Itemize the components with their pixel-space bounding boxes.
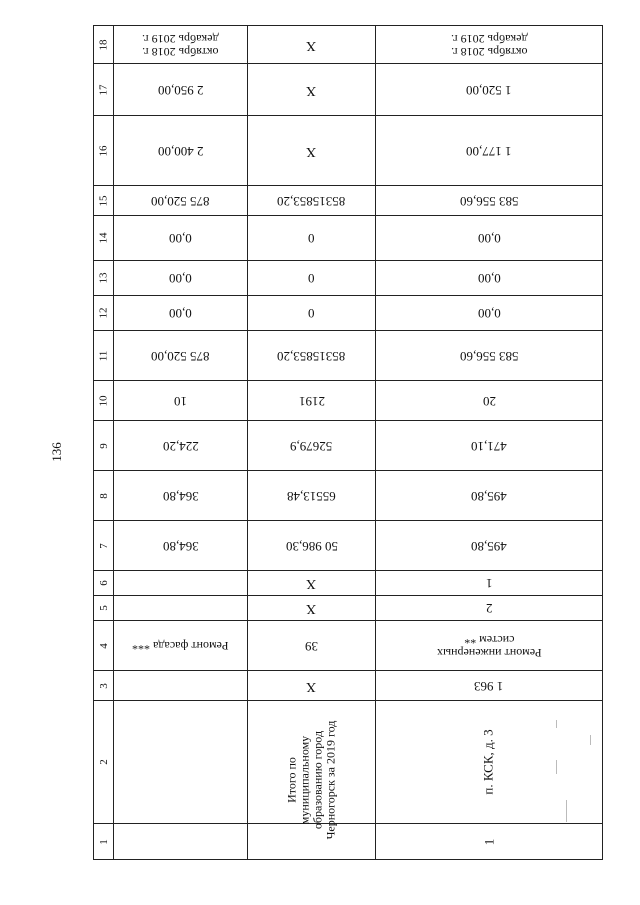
object-col13: 0,00 — [477, 271, 501, 286]
colnum-17: 17 — [97, 84, 110, 95]
total-col15: 85315853,20 — [277, 193, 346, 209]
colnum-10: 10 — [97, 395, 110, 406]
object-col9: 471,10 — [471, 438, 507, 454]
scan-artifact — [566, 800, 567, 822]
colnum-18: 18 — [97, 39, 110, 50]
colnum-15: 15 — [97, 195, 110, 206]
total-col9: 52679,9 — [290, 438, 333, 454]
total-col5: X — [306, 601, 317, 616]
total-col11: 85315853,20 — [277, 348, 346, 364]
total-label: Итого по муниципальному образованию город Черногорск за 2019 год — [284, 720, 338, 840]
facade-col13: 0,00 — [169, 271, 192, 286]
facade-col9: 224,20 — [162, 438, 199, 454]
facade-col4-work-type: Ремонт фасада *** — [132, 639, 229, 653]
colnum-5: 5 — [97, 605, 110, 611]
facade-col18-period: октябрь 2018 г. декабрь 2019 г. — [142, 31, 219, 59]
object-col3-year: 1 963 — [474, 678, 504, 694]
facade-col10: 10 — [174, 393, 187, 409]
object-col7: 495,80 — [471, 538, 507, 554]
total-col4: 39 — [305, 638, 318, 654]
colnum-8: 8 — [97, 492, 110, 499]
total-col8: 65513,48 — [287, 488, 336, 504]
object-col8: 495,80 — [471, 488, 507, 504]
total-col18: X — [306, 37, 317, 53]
facade-col14: 0,00 — [169, 231, 192, 246]
scan-artifact — [556, 720, 557, 728]
colnum-3: 3 — [97, 682, 110, 689]
colnum-2: 2 — [97, 759, 110, 765]
colnum-1: 1 — [97, 838, 110, 845]
page-number: 136 — [49, 442, 64, 462]
colnum-14: 14 — [97, 232, 110, 244]
facade-col16: 2 400,00 — [157, 143, 204, 159]
colnum-6: 6 — [97, 580, 110, 586]
object-col14: 0,00 — [477, 231, 501, 246]
total-col12: 0 — [308, 306, 315, 321]
object-col18-period: октябрь 2018 г. декабрь 2019 г. — [450, 31, 528, 59]
colnum-11: 11 — [97, 350, 110, 361]
colnum-13: 13 — [97, 272, 110, 284]
object-address: п. КСК, д. 3 — [480, 729, 496, 795]
scan-artifact — [556, 760, 557, 774]
object-col15: 583 556,60 — [459, 193, 519, 209]
colnum-9: 9 — [97, 442, 110, 449]
total-col10: 2191 — [298, 393, 325, 409]
facade-col17: 2 950,00 — [157, 82, 204, 98]
scan-artifact — [590, 735, 591, 745]
total-col14: 0 — [308, 231, 315, 246]
object-col1-number: 1 — [481, 838, 496, 845]
object-col17: 1 520,00 — [466, 82, 512, 98]
object-col16: 1 177,00 — [466, 143, 512, 159]
colnum-16: 16 — [97, 145, 110, 156]
total-col16: X — [306, 143, 317, 159]
total-col7: 50 986,30 — [285, 538, 338, 554]
facade-col15: 875 520,00 — [151, 193, 210, 209]
object-col4-work-type: Ремонт инженерных систем ** — [436, 632, 542, 660]
colnum-7: 7 — [97, 542, 110, 549]
total-col6: X — [306, 576, 317, 591]
object-col6: 1 — [485, 576, 493, 591]
object-col10: 20 — [482, 393, 496, 409]
facade-col8: 364,80 — [162, 488, 199, 504]
total-col13: 0 — [308, 271, 315, 286]
repair-program-table — [93, 25, 603, 860]
colnum-12: 12 — [97, 307, 110, 319]
object-col12: 0,00 — [477, 306, 501, 321]
total-col17: X — [306, 82, 317, 98]
facade-col12: 0,00 — [169, 306, 192, 321]
facade-col11: 875 520,00 — [151, 348, 210, 364]
colnum-4: 4 — [97, 642, 110, 649]
object-col11: 583 556,60 — [459, 348, 519, 364]
object-col5: 2 — [485, 601, 493, 616]
facade-col7: 364,80 — [162, 538, 199, 554]
total-col3: X — [306, 678, 317, 694]
